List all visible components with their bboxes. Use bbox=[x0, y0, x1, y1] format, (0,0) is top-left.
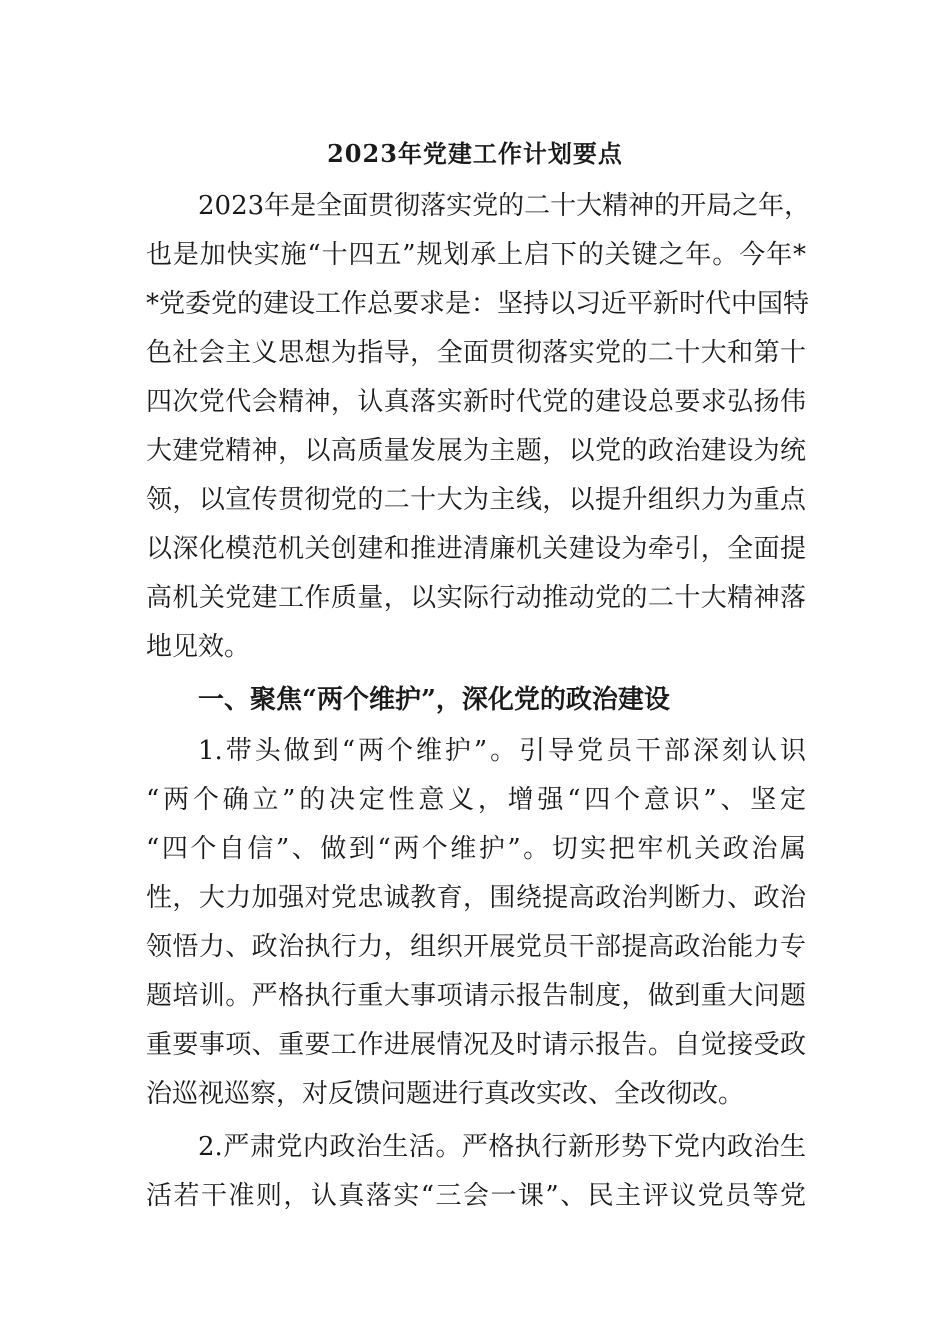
item1-line: “四个自信”、做到“两个维护”。切实把牢机关政治属 bbox=[146, 834, 806, 864]
item1-line: 题培训。严格执行重大事项请示报告制度，做到重大问题 bbox=[146, 981, 806, 1011]
intro-line: 四次党代会精神，认真落实新时代党的建设总要求弘扬伟 bbox=[146, 387, 806, 417]
item2-line: 活若干准则，认真落实“三会一课”、民主评议党员等党 bbox=[146, 1181, 806, 1211]
intro-line: 大建党精神，以高质量发展为主题，以党的政治建设为统 bbox=[146, 436, 806, 466]
intro-line: 高机关党建工作质量，以实际行动推动党的二十大精神落 bbox=[146, 583, 806, 613]
intro-line: 2023年是全面贯彻落实党的二十大精神的开局之年， bbox=[198, 191, 811, 221]
intro-line: 也是加快实施“十四五”规划承上启下的关键之年。今年* bbox=[146, 240, 806, 270]
intro-line: 色社会主义思想为指导，全面贯彻落实党的二十大和第十 bbox=[146, 338, 806, 368]
item1-line: 领悟力、政治执行力，组织开展党员干部提高政治能力专 bbox=[146, 932, 806, 962]
item2-line: 2.严肃党内政治生活。严格执行新形势下党内政治生 bbox=[198, 1132, 806, 1162]
intro-line: 领，以宣传贯彻党的二十大为主线，以提升组织力为重点 bbox=[146, 485, 806, 515]
section-heading: 一、聚焦“两个维护”，深化党的政治建设 bbox=[198, 685, 670, 715]
item1-line: 性，大力加强对党忠诚教育，围绕提高政治判断力、政治 bbox=[146, 883, 806, 913]
item1-line: 治巡视巡察，对反馈问题进行真改实改、全改彻改。 bbox=[146, 1079, 745, 1109]
document-title: 2023年党建工作计划要点 bbox=[327, 139, 623, 168]
intro-line: *党委党的建设工作总要求是：坚持以习近平新时代中国特 bbox=[146, 289, 810, 319]
intro-line: 地见效。 bbox=[146, 632, 251, 662]
item1-line: 重要事项、重要工作进展情况及时请示报告。自觉接受政 bbox=[146, 1030, 806, 1060]
item1-line: 1.带头做到“两个维护”。引导党员干部深刻认识 bbox=[198, 736, 806, 766]
intro-line: 以深化模范机关创建和推进清廉机关建设为牵引，全面提 bbox=[146, 534, 806, 564]
item1-line: “两个确立”的决定性意义，增强“四个意识”、坚定 bbox=[146, 785, 806, 815]
